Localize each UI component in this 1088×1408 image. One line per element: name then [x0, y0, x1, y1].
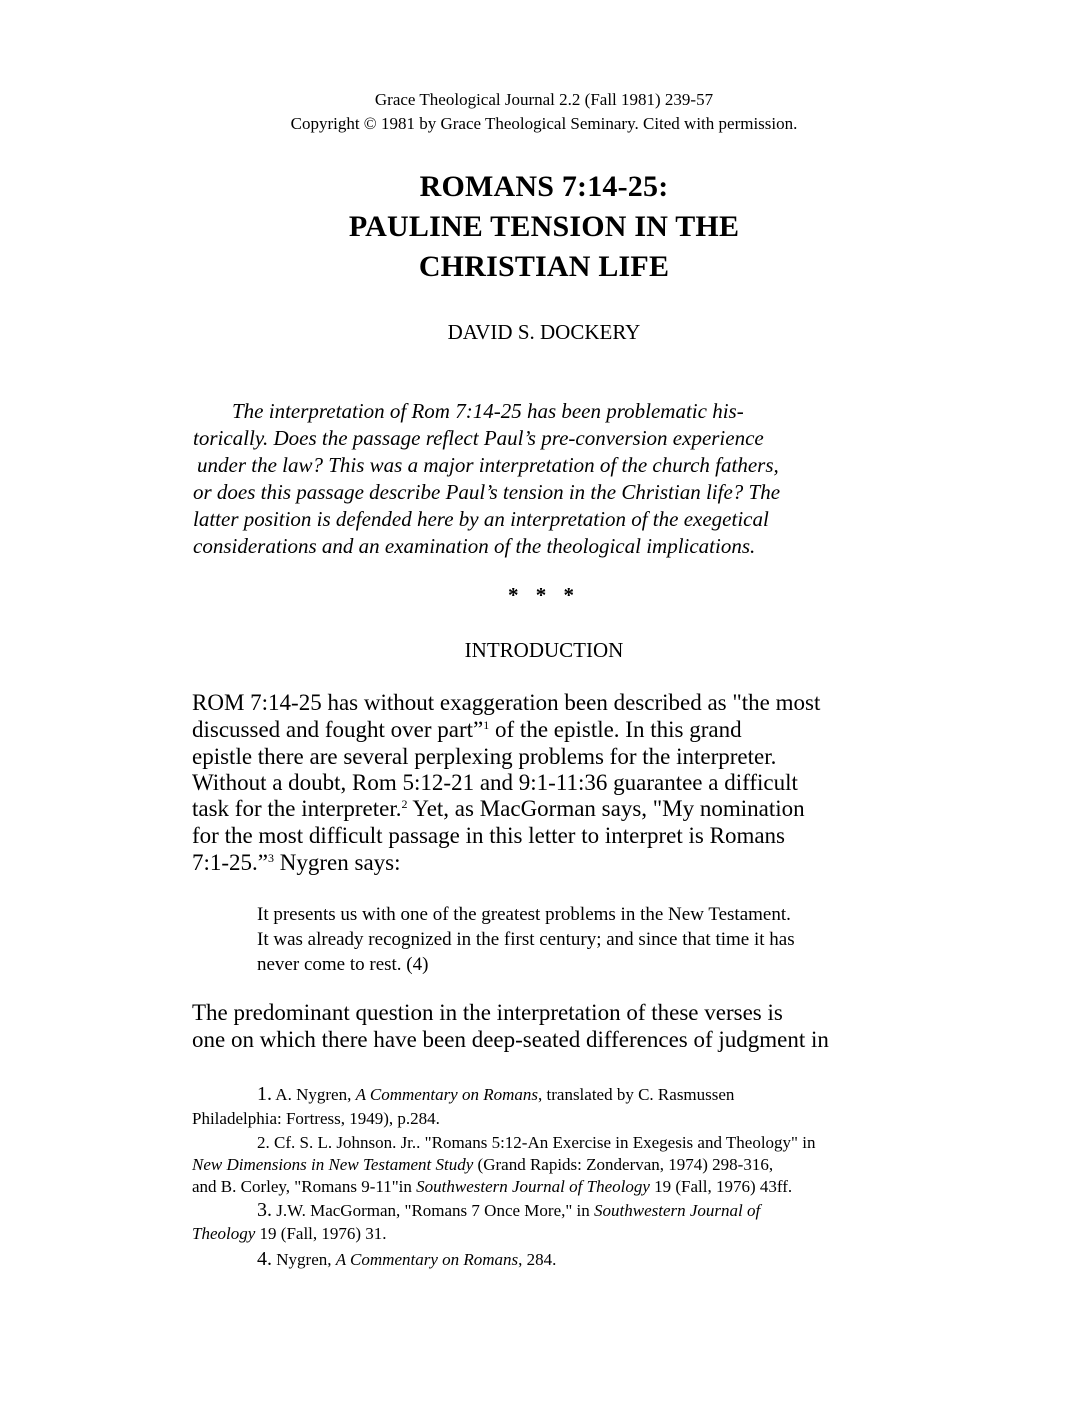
abstract-line: latter position is defended here by an interpretation of the exegetical — [193, 507, 769, 531]
author-name: DAVID S. DOCKERY — [447, 320, 641, 344]
footnote-ref-3[interactable]: 3 — [268, 851, 275, 865]
article-title-line-2: PAULINE TENSION IN THE — [348, 210, 740, 243]
quote-line: never come to rest. (4) — [257, 954, 429, 975]
body-line: Without a doubt, Rom 5:12-21 and 9:1-11:36 guarantee a difficult — [192, 770, 798, 795]
footnote-1-cont: Philadelphia: Fortress, 1949), p.284. — [192, 1109, 440, 1128]
body-line: for the most difficult passage in this letter to interpret is Romans — [192, 823, 785, 848]
abstract-line: under the law? This was a major interpretation of the church fathers, — [197, 453, 779, 477]
body-line: The predominant question in the interpretation of these verses is — [192, 1000, 783, 1025]
body-line: one on which there have been deep-seated differences of judgment in — [192, 1027, 829, 1052]
quote-line: It was already recognized in the first century; and since that time it has — [257, 929, 795, 950]
section-heading: INTRODUCTION — [464, 638, 624, 662]
abstract-line: The interpretation of Rom 7:14-25 has been problematic his- — [232, 399, 744, 423]
footnote-ref-2[interactable]: 2 — [401, 797, 408, 811]
footnote-2-cont: New Dimensions in New Testament Study (Grand Rapids: Zondervan, 1974) 298-316, — [192, 1155, 774, 1174]
section-divider: * * * — [508, 583, 580, 607]
quote-line: It presents us with one of the greatest problems in the New Testament. — [257, 904, 791, 925]
article-title-line-3: CHRISTIAN LIFE — [418, 250, 670, 283]
body-line: epistle there are several perplexing problems for the interpreter. — [192, 744, 777, 769]
footnote-3: 3. J.W. MacGorman, "Romans 7 Once More," in Southwestern Journal of — [257, 1199, 761, 1221]
article-title-line-1: ROMANS 7:14-25: — [419, 170, 669, 203]
body-line: 7:1-25.”$^3$ Nygren says: — [192, 850, 401, 875]
abstract-line: or does this passage describe Paul’s tension in the Christian life? The — [193, 480, 781, 504]
footnote-ref-1[interactable]: 1 — [483, 718, 490, 732]
footnote-1: 1. A. Nygren, A Commentary on Romans, translated by C. Rasmussen — [257, 1083, 735, 1105]
body-line: discussed and fought over part”$^1$ of the epistle. In this grand — [192, 717, 742, 742]
body-line: task for the interpreter.$^2$ Yet, as MacGorman says, "My nomination — [192, 796, 805, 821]
copyright-notice: Copyright © 1981 by Grace Theological Seminary. Cited with permission. — [290, 114, 798, 133]
abstract-line: considerations and an examination of the theological implications. — [193, 534, 756, 558]
footnote-3-cont: Theology 19 (Fall, 1976) 31. — [192, 1224, 387, 1243]
footnote-4: 4. Nygren, A Commentary on Romans, 284. — [257, 1248, 557, 1270]
abstract-line: torically. Does the passage reflect Paul’s pre-conversion experience — [193, 426, 764, 450]
footnote-2: 2. Cf. S. L. Johnson. Jr.. "Romans 5:12-An Exercise in Exegesis and Theology" in — [257, 1133, 816, 1152]
journal-citation: Grace Theological Journal 2.2 (Fall 1981) 239-57 — [374, 90, 714, 109]
body-line: ROM 7:14-25 has without exaggeration been described as "the most — [192, 690, 821, 715]
footnote-2-cont: and B. Corley, "Romans 9-11"in Southwestern Journal of Theology 19 (Fall, 1976) 43ff. — [192, 1177, 793, 1196]
